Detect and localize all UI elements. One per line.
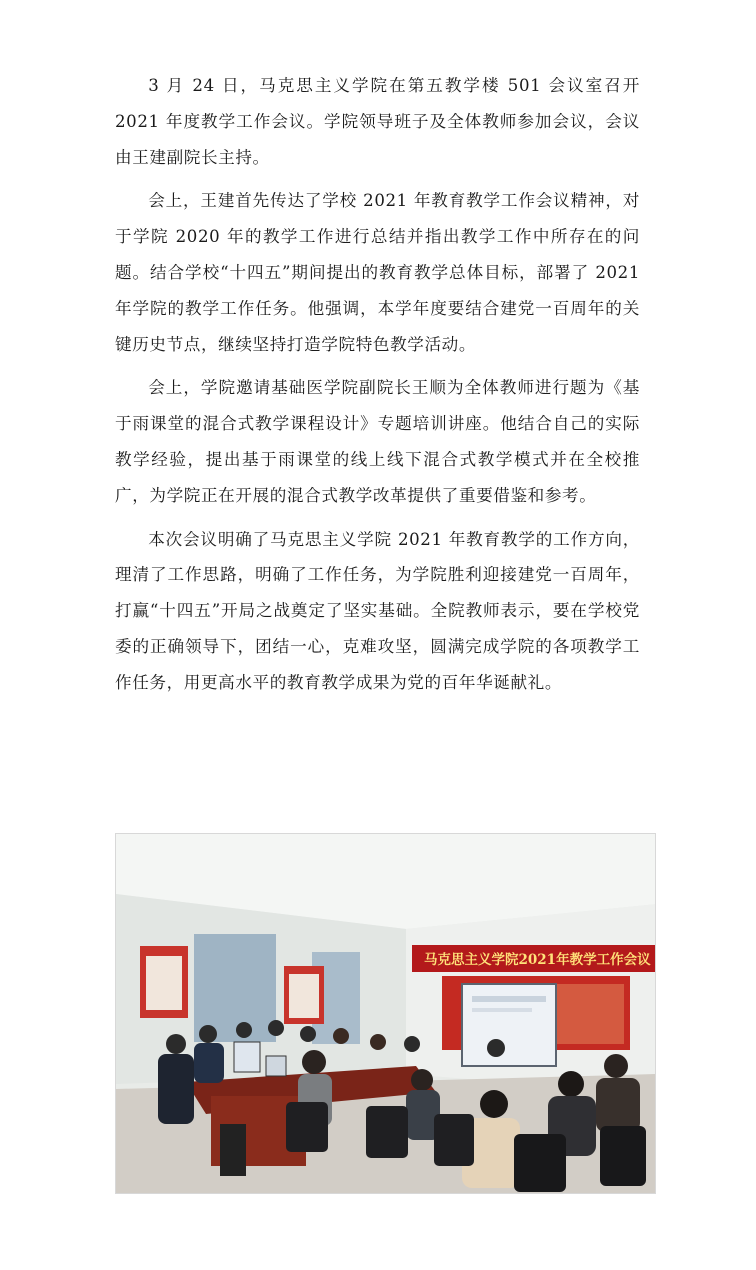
paragraph-4: 本次会议明确了马克思主义学院 2021 年教育教学的工作方向，理清了工作思路，明确了工作任务，为学院胜利迎接建党一百周年，打赢“十四五”开局之战奠定了坚实基础。全院教师表示，要在学校党委的正确领导下，团结一心，克难攻坚，圆满完成学院的各项教学工作任务，用更高水平的教育教学成果为党的百年华诞献礼。 (115, 529, 640, 692)
paragraph-1: 3 月 24 日，马克思主义学院在第五教学楼 501 会议室召开 2021 年度教学工作会议。学院领导班子及全体教师参加会议，会议由王建副院长主持。 (115, 76, 640, 167)
paragraph-2: 会上，王建首先传达了学校 2021 年教育教学工作会议精神，对于学院 2020 年的教学工作进行总结并指出教学工作中所存在的问题。结合学校“十四五”期间提出的教育教学总体目标，部署了 2021 年学院的教学工作任务。他强调，本学年度要结合建党一百周年的关键历史节点，继续坚持打造学院特色教学活动。 (115, 191, 640, 354)
banner-text: 马克思主义学院2021年教学工作会议 (424, 952, 651, 968)
paragraph-3: 会上，学院邀请基础医学院副院长王顺为全体教师进行题为《基于雨课堂的混合式教学课程设计》专题培训讲座。他结合自己的实际教学经验，提出基于雨课堂的线上线下混合式教学模式并在全校推广，为学院正在开展的混合式教学改革提供了重要借鉴和参考。 (115, 378, 640, 505)
article-body (115, 68, 640, 709)
meeting-scene-illustration (116, 834, 656, 1194)
meeting-photo (115, 833, 656, 1194)
